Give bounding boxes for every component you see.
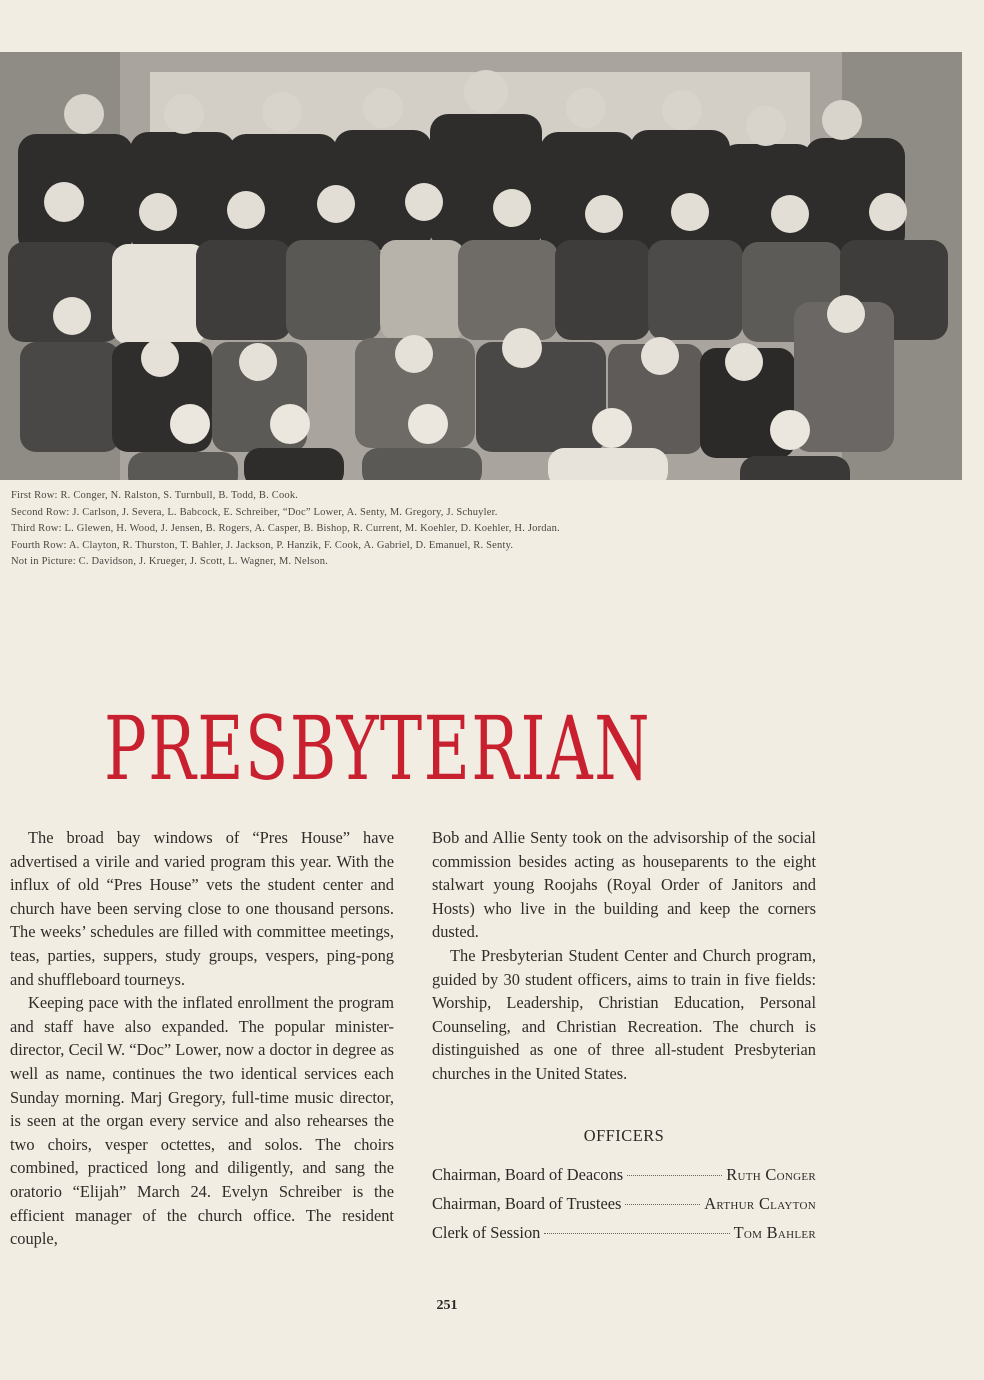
caption-row: Not in Picture: C. Davidson, J. Krueger, J. Scott, L. Wagner, M. Nelson. xyxy=(11,556,328,567)
group-photograph xyxy=(0,52,962,480)
officer-name: Arthur Clayton xyxy=(704,1194,816,1213)
leader-dots xyxy=(544,1233,729,1234)
officer-row xyxy=(432,1218,816,1247)
page-number: 251 xyxy=(436,1298,458,1313)
officer-role: Chairman, Board of Trustees xyxy=(432,1194,622,1213)
officer-name: Ruth Conger xyxy=(726,1165,816,1184)
officer-role: Chairman, Board of Deacons xyxy=(432,1165,624,1184)
body-paragraph: The broad bay windows of “Pres House” have advertised a virile and varied program this year. With the influx of old “Pres House” vets the student center and church have been serving close to one thousand persons. The weeks’ schedules are filled with committee meetings, teas, parties, suppers, study groups, vespers, ping-pong and shuffleboard tourneys. xyxy=(10,828,394,989)
officer-name: Tom Bahler xyxy=(733,1223,816,1242)
caption-row: First Row: R. Conger, N. Ralston, S. Turnbull, B. Todd, B. Cook. xyxy=(11,490,299,501)
photo-silhouettes xyxy=(0,52,962,480)
body-paragraph: The Presbyterian Student Center and Church program, guided by 30 student officers, aims to train in five fields: Worship, Leadership, Christian Education, Personal Counseling, and Christian Recreation. The church is distinguished as one of three all-student Presbyterian churches in the United States. xyxy=(432,945,816,1083)
officers-list xyxy=(432,1160,816,1247)
officer-row xyxy=(432,1160,816,1189)
caption-row: Fourth Row: A. Clayton, R. Thurston, T. Bahler, J. Jackson, P. Hanzik, F. Cook, A. Gabriel, D. Emanuel, R. Senty. xyxy=(11,539,514,551)
officer-role: Clerk of Session xyxy=(432,1223,541,1242)
officer-row xyxy=(432,1189,816,1218)
page-title: PRESBYTERIAN xyxy=(104,696,651,800)
body-column-left xyxy=(10,826,394,1251)
leader-dots xyxy=(627,1175,722,1176)
leader-dots xyxy=(625,1204,700,1205)
body-column-right xyxy=(432,826,816,1086)
caption-row: Second Row: J. Carlson, J. Severa, L. Babcock, E. Schreiber, “Doc” Lower, A. Senty, M. Gregory, J. Schuyler. xyxy=(11,506,498,518)
body-paragraph: Bob and Allie Senty took on the advisorship of the social commission besides acting as houseparents to the eight stalwart young Roojahs (Royal Order of Janitors and Hosts) who live in the building and keep the corners dusted. xyxy=(432,828,816,942)
officers-heading: OFFICERS xyxy=(583,1126,665,1145)
body-paragraph: Keeping pace with the inflated enrollment the program and staff have also expanded. The popular minister-director, Cecil W. “Doc” Lower, now a doctor in degree as well as name, continues the two identical services each Sunday morning. Marj Gregory, full-time music director, is seen at the organ every service and also rehearses the two choirs, vesper octettes, and solos. The choirs combined, practiced long and diligently, and sang the oratorio “Elijah” March 24. Evelyn Schreiber is the efficient manager of the church office. The resident couple, xyxy=(10,993,394,1249)
photo-caption xyxy=(11,488,911,571)
caption-row: Third Row: L. Glewen, H. Wood, J. Jensen, B. Rogers, A. Casper, B. Bishop, R. Current, M. Koehler, D. Koehler, H. Jordan. xyxy=(11,523,560,534)
